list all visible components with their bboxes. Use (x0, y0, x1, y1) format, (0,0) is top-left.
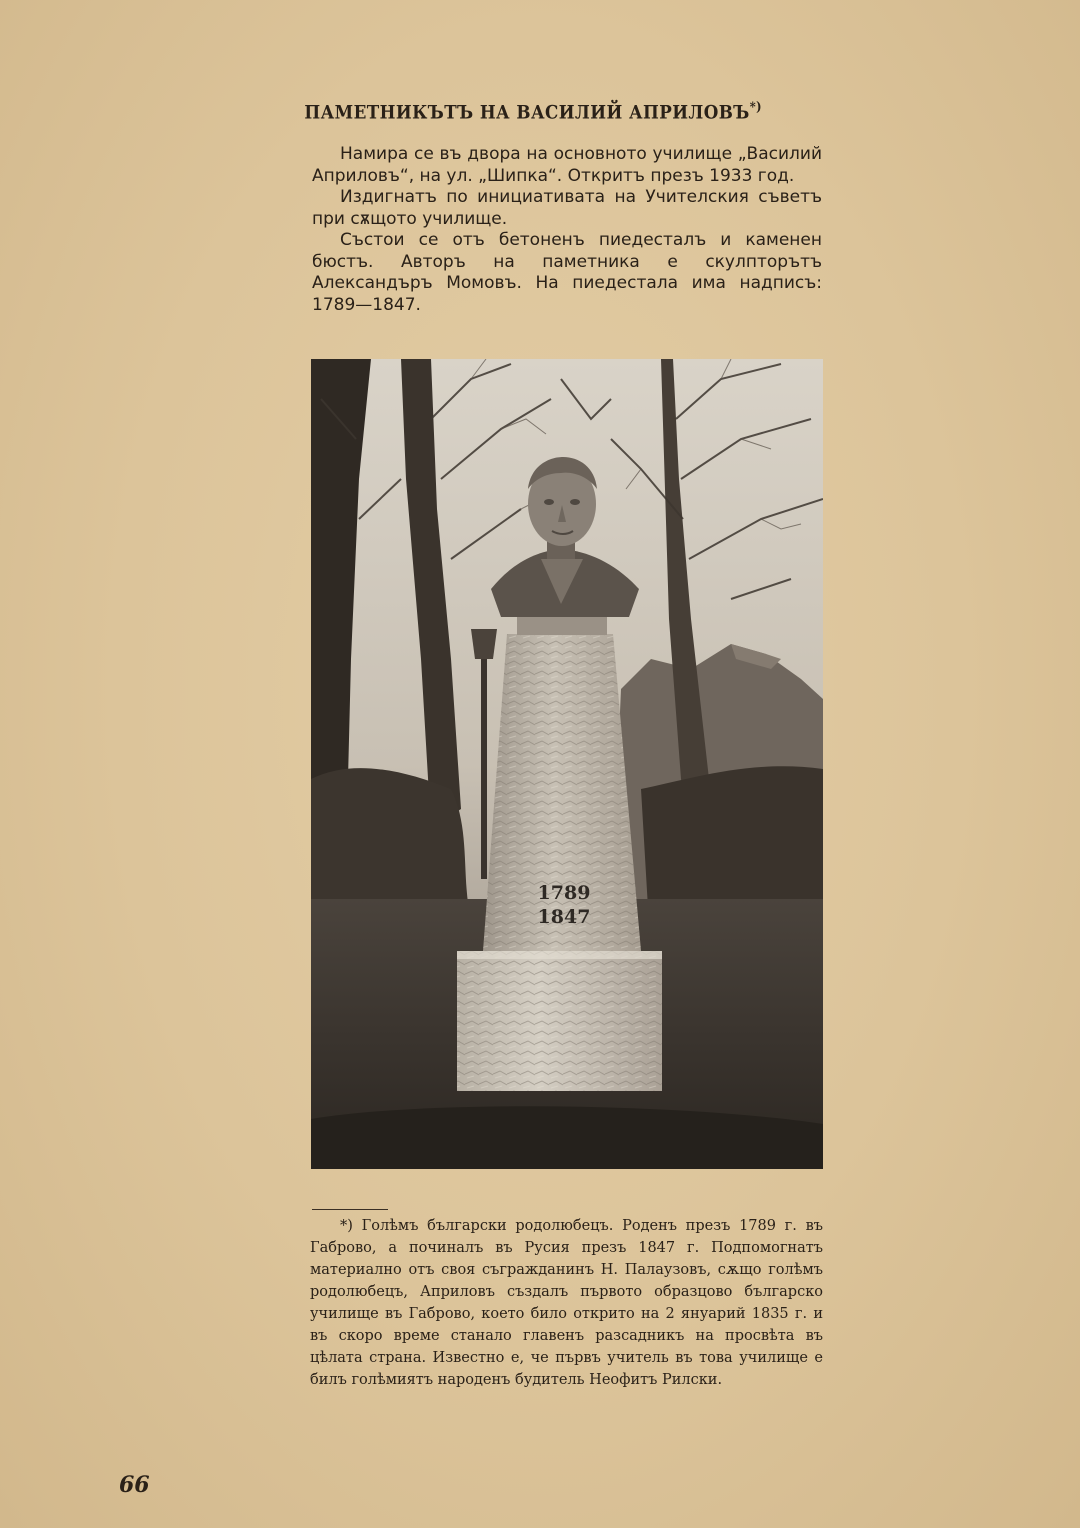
inscription-year-death: 1847 (537, 906, 591, 928)
article-title-text: ПАМЕТНИКЪТЪ НА ВАСИЛИЙ АПРИЛОВЪ (304, 101, 750, 124)
monument-photo (311, 359, 823, 1169)
inscription-year-birth: 1789 (537, 882, 591, 904)
footnote-marker: *) (749, 100, 763, 115)
monument-photo-image (311, 359, 823, 1169)
page-number: 66 (119, 1472, 150, 1498)
footnote-rule (312, 1209, 388, 1210)
paragraph-description: Състои се отъ бетоненъ пиедесталъ и каменен бюстъ. Авторъ на паметника е скулпторътъ Александъръ Момовъ. На пиедестала има надписъ: 1789—1847. (312, 230, 822, 315)
paragraph-initiative: Издигнатъ по инициативата на Учителския съветъ при сѫщото училище. (312, 187, 822, 229)
footnote-text: *) Голѣмъ български родолюбецъ. Роденъ презъ 1789 г. въ Габрово, а починалъ въ Русия презъ 1847 г. Подпомогнатъ материално отъ своя съгражданинъ Н. Палаузовъ, сѫщо голѣмъ родолюбецъ, Априловъ създалъ първото образцово българско училище въ Габрово, което било открито на 2 януарий 1835 г. и въ скоро време станало главенъ разсадникъ на просвѣта въ цѣлата страна. Известно е, че първъ учитель въ това училище е билъ голѣмиятъ народенъ будитель Неофитъ Рилски. (310, 1218, 823, 1388)
paragraph-location: Намира се въ двора на основното училище „Василий Априловъ“, на ул. „Шипка“. Откритъ презъ 1933 год. (312, 144, 822, 186)
article-title (300, 100, 766, 123)
footnote (310, 1215, 823, 1391)
article-body (312, 144, 822, 316)
